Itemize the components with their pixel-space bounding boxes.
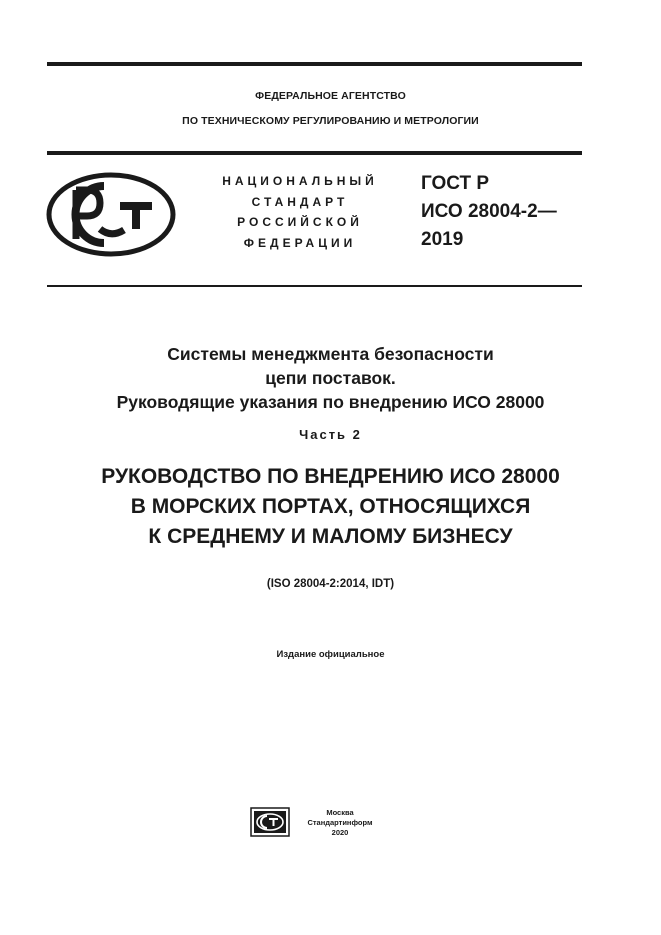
agency-name-line-1: ФЕДЕРАЛЬНОЕ АГЕНТСТВО	[255, 90, 406, 102]
top-rule	[47, 62, 582, 66]
standartinform-logo-icon	[250, 807, 290, 837]
national-standard-label	[205, 171, 395, 253]
document-title	[0, 342, 661, 414]
national-line-1: НАЦИОНАЛЬНЫЙ	[222, 174, 378, 188]
publisher-name: Стандартинформ	[307, 818, 373, 827]
rst-certification-mark-icon	[46, 172, 176, 257]
subtitle-line-2: В МОРСКИХ ПОРТАХ, ОТНОСЯЩИХСЯ	[130, 495, 531, 518]
national-line-4: ФЕДЕРАЦИИ	[243, 235, 357, 250]
national-line-3: РОССИЙСКОЙ	[237, 215, 363, 229]
designation-line-3: 2019	[421, 229, 464, 250]
publisher-city: Москва	[326, 808, 354, 817]
publisher-info	[300, 808, 380, 838]
designation-line-1: ГОСТ Р	[421, 173, 490, 194]
subtitle-line-3: К СРЕДНЕМУ И МАЛОМУ БИЗНЕСУ	[148, 525, 513, 548]
document-subtitle	[0, 462, 661, 552]
title-line-1: Системы менеджмента безопасности	[167, 344, 494, 364]
edition-label: Издание официальное	[276, 649, 385, 660]
part-label: Часть 2	[299, 427, 362, 442]
national-line-2: СТАНДАРТ	[251, 194, 349, 209]
standard-designation	[421, 170, 557, 254]
agency-name-line-2: ПО ТЕХНИЧЕСКОМУ РЕГУЛИРОВАНИЮ И МЕТРОЛОГИИ	[182, 115, 479, 127]
iso-reference: (ISO 28004-2:2014, IDT)	[266, 578, 395, 590]
publisher-year: 2020	[331, 828, 349, 837]
title-line-2: цепи поставок.	[265, 368, 396, 388]
title-line-3: Руководящие указания по внедрению ИСО 28000	[116, 392, 545, 412]
designation-line-2: ИСО 28004-2—	[421, 201, 557, 222]
lower-rule	[47, 285, 582, 287]
subtitle-line-1: РУКОВОДСТВО ПО ВНЕДРЕНИЮ ИСО 28000	[101, 465, 560, 488]
middle-rule	[47, 151, 582, 155]
